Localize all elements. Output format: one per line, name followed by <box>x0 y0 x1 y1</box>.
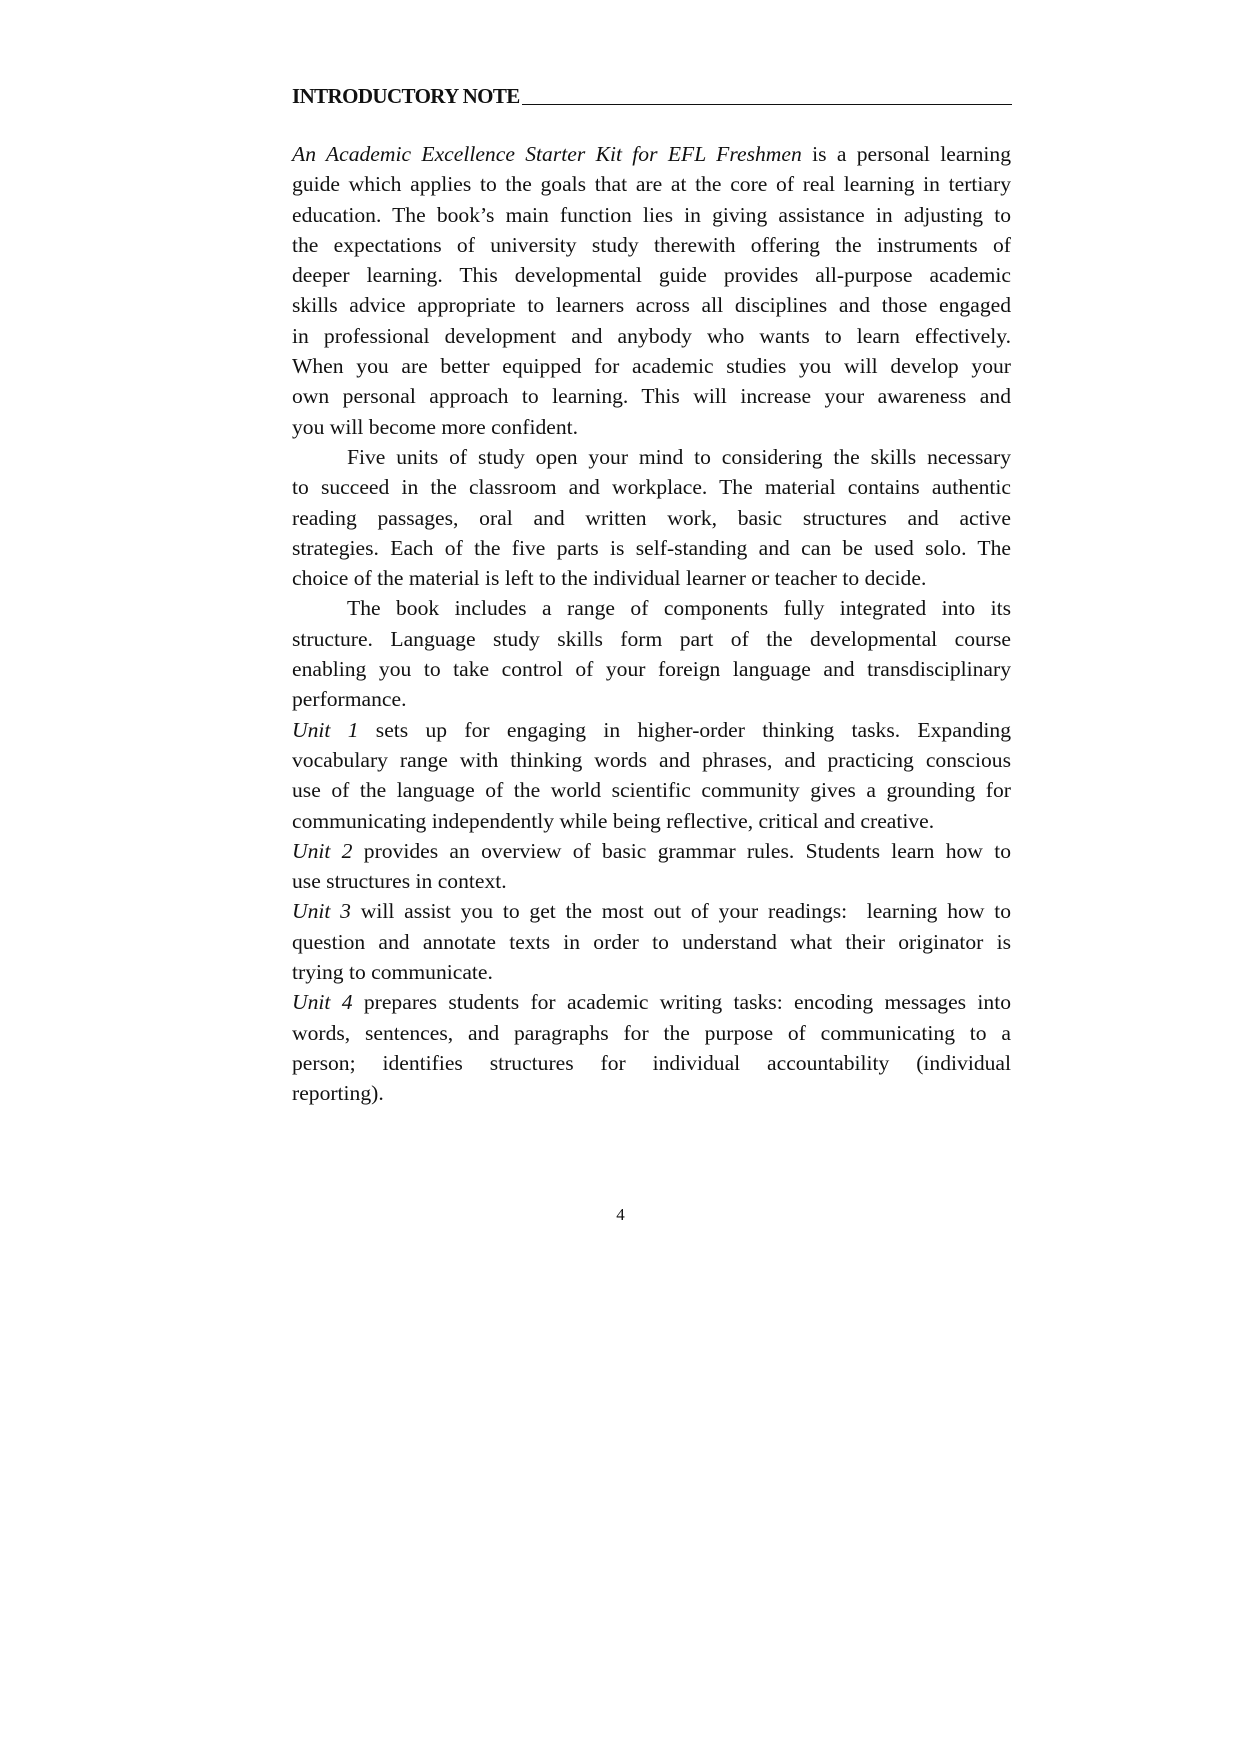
line-text: is a personal learning <box>801 142 1012 166</box>
italic-text: An Academic Excellence Starter Kit for EFL Freshmen <box>292 142 802 166</box>
italic-text: Unit 3 <box>292 899 351 924</box>
text-line <box>292 745 1011 775</box>
line-text: sets up for engaging in higher-order thinking tasks. Expanding <box>358 717 1011 742</box>
text-line <box>292 654 1011 684</box>
line-text: will assist you to get the most out of your readings: learning how to <box>350 899 1011 924</box>
line-text: education. The book’s main function lies in giving assistance in adjusting to <box>292 202 1011 227</box>
line-text: question and annotate texts in order to understand what their originator is <box>292 929 1011 954</box>
line-text: deeper learning. This developmental guide provides all-purpose academic <box>292 263 1011 288</box>
text-line <box>292 1078 1011 1108</box>
line-text: trying to communicate. <box>292 960 493 985</box>
text-line <box>292 563 1011 593</box>
line-text: provides an overview of basic grammar rules. Students learn how to <box>352 838 1011 863</box>
line-text: communicating independently while being reflective, critical and creative. <box>292 808 935 833</box>
text-line <box>292 503 1011 533</box>
italic-text: Unit 1 <box>292 717 359 742</box>
text-line <box>292 200 1011 230</box>
text-line <box>292 836 1011 866</box>
line-text: own personal approach to learning. This will increase your awareness and <box>292 384 1011 409</box>
line-text: Five units of study open your mind to considering the skills necessary <box>347 444 1011 469</box>
text-line <box>292 290 1011 320</box>
line-text: vocabulary range with thinking words and phrases, and practicing conscious <box>292 747 1011 772</box>
text-line <box>292 987 1011 1017</box>
text-line <box>292 412 1011 442</box>
heading-rule <box>522 104 1012 105</box>
line-text: use structures in context. <box>292 869 507 894</box>
line-text: reporting). <box>292 1081 384 1106</box>
text-line <box>292 775 1011 805</box>
line-text: choice of the material is left to the individual learner or teacher to decide. <box>292 566 927 591</box>
text-line <box>292 866 1011 896</box>
text-line <box>292 442 1011 472</box>
text-line <box>292 957 1011 987</box>
text-line <box>292 684 1011 714</box>
line-text: the expectations of university study therewith offering the instruments of <box>292 232 1011 257</box>
body-text <box>292 139 1011 1109</box>
line-text: person; identifies structures for individual accountability (individual <box>292 1050 1011 1075</box>
line-text: in professional development and anybody who wants to learn effectively. <box>292 323 1011 348</box>
text-line <box>292 260 1011 290</box>
line-text: use of the language of the world scientific community gives a grounding for <box>292 778 1011 803</box>
text-line <box>292 927 1011 957</box>
line-text: structure. Language study skills form part of the developmental course <box>292 626 1011 651</box>
text-line <box>292 351 1011 381</box>
text-line <box>292 624 1011 654</box>
line-text: words, sentences, and paragraphs for the purpose of communicating to a <box>292 1020 1011 1045</box>
text-line <box>292 381 1011 411</box>
text-line <box>292 896 1011 926</box>
text-line <box>292 169 1011 199</box>
text-line <box>292 715 1011 745</box>
line-text: reading passages, oral and written work, basic structures and active <box>292 505 1011 530</box>
line-text: performance. <box>292 687 407 712</box>
text-line <box>292 533 1011 563</box>
section-heading <box>292 84 1012 109</box>
line-text: strategies. Each of the five parts is self-standing and can be used solo. The <box>292 535 1011 560</box>
line-text: The book includes a range of components fully integrated into its <box>347 596 1011 621</box>
text-line <box>292 593 1011 623</box>
page-number: 4 <box>616 1205 625 1224</box>
heading-text: INTRODUCTORY NOTE <box>292 84 520 108</box>
text-line <box>292 1018 1011 1048</box>
italic-text: Unit 4 <box>292 990 353 1015</box>
text-line <box>292 139 1011 169</box>
line-text: skills advice appropriate to learners across all disciplines and those engaged <box>292 293 1011 318</box>
line-text: enabling you to take control of your foreign language and transdisciplinary <box>292 657 1011 682</box>
line-text: When you are better equipped for academic studies you will develop your <box>292 354 1011 379</box>
italic-text: Unit 2 <box>292 838 353 863</box>
text-line <box>292 806 1011 836</box>
text-line <box>292 472 1011 502</box>
text-line <box>292 230 1011 260</box>
text-line <box>292 321 1011 351</box>
text-line <box>292 1048 1011 1078</box>
line-text: to succeed in the classroom and workplace. The material contains authentic <box>292 475 1011 500</box>
line-text: prepares students for academic writing tasks: encoding messages into <box>352 990 1011 1015</box>
line-text: you will become more confident. <box>292 414 579 439</box>
line-text: guide which applies to the goals that are at the core of real learning in tertiary <box>292 172 1011 197</box>
